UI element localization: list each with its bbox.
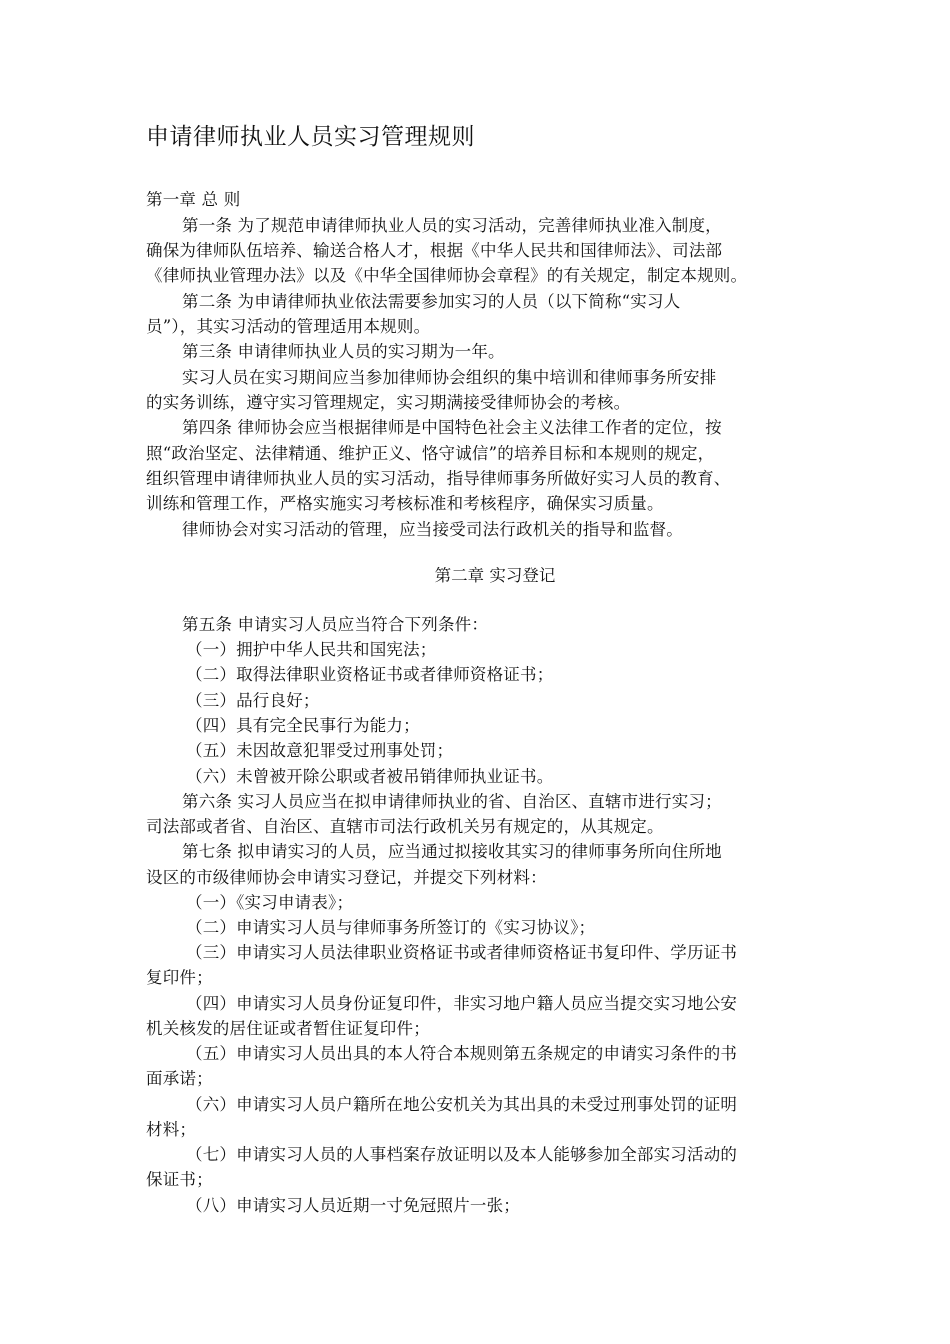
list-item: （三）申请实习人员法律职业资格证书或者律师资格证书复印件、学历证书	[186, 943, 738, 962]
article-2-line: 第二条 为申请律师执业依法需要参加实习的人员（以下简称“实习人	[182, 292, 681, 311]
list-item: （一）拥护中华人民共和国宪法；	[186, 640, 437, 659]
chapter-1-heading: 第一章 总 则	[146, 190, 241, 209]
list-item: （五）未因故意犯罪受过刑事处罚；	[186, 741, 454, 760]
list-item: （一）《实习申请表》；	[186, 893, 354, 912]
list-item: （四）申请实习人员身份证复印件，非实习地户籍人员应当提交实习地公安	[186, 994, 738, 1013]
list-item: （七）申请实习人员的人事档案存放证明以及本人能够参加全部实习活动的	[186, 1145, 738, 1164]
paragraph-line: 律师协会对实习活动的管理，应当接受司法行政机关的指导和监督。	[182, 520, 683, 539]
article-6-line: 司法部或者省、自治区、直辖市司法行政机关另有规定的，从其规定。	[146, 817, 664, 836]
paragraph-line: 的实务训练，遵守实习管理规定，实习期满接受律师协会的考核。	[146, 393, 631, 412]
article-4-line: 第四条 律师协会应当根据律师是中国特色社会主义法律工作者的定位，按	[182, 418, 722, 437]
list-item-continuation: 保证书；	[146, 1170, 213, 1189]
list-item-continuation: 面承诺；	[146, 1069, 213, 1088]
document-title: 申请律师执业人员实习管理规则	[146, 124, 475, 150]
paragraph-line: 实习人员在实习期间应当参加律师协会组织的集中培训和律师事务所安排	[182, 368, 717, 387]
article-4-line: 训练和管理工作，严格实施实习考核标准和考核程序，确保实习质量。	[146, 494, 664, 513]
list-item: （四）具有完全民事行为能力；	[186, 716, 420, 735]
article-3-line: 第三条 申请律师执业人员的实习期为一年。	[182, 342, 505, 361]
list-item-continuation: 机关核发的居住证或者暂住证复印件；	[146, 1019, 430, 1038]
article-5-line: 第五条 申请实习人员应当符合下列条件：	[182, 615, 489, 634]
article-2-line: 员”），其实习活动的管理适用本规则。	[146, 317, 431, 336]
list-item: （二）申请实习人员与律师事务所签订的《实习协议》；	[186, 918, 596, 937]
article-1-line: 确保为律师队伍培养、输送合格人才，根据《中华人民共和国律师法》、司法部	[146, 241, 723, 260]
article-4-line: 照“政治坚定、法律精通、维护正义、恪守诚信”的培养目标和本规则的规定，	[146, 444, 715, 463]
article-1-line: 第一条 为了规范申请律师执业人员的实习活动，完善律师执业准入制度，	[182, 216, 722, 235]
chapter-2-heading: 第二章 实习登记	[434, 566, 556, 585]
article-4-line: 组织管理申请律师执业人员的实习活动，指导律师事务所做好实习人员的教育、	[146, 469, 731, 488]
list-item: （三）品行良好；	[186, 691, 320, 710]
list-item: （六）未曾被开除公职或者被吊销律师执业证书。	[186, 767, 554, 786]
list-item-continuation: 复印件；	[146, 968, 213, 987]
list-item: （五）申请实习人员出具的本人符合本规则第五条规定的申请实习条件的书	[186, 1044, 738, 1063]
article-1-line: 《律师执业管理办法》以及《中华全国律师协会章程》的有关规定，制定本规则。	[146, 266, 748, 285]
article-7-line: 第七条 拟申请实习的人员，应当通过拟接收其实习的律师事务所向住所地	[182, 842, 722, 861]
article-6-line: 第六条 实习人员应当在拟申请律师执业的省、自治区、直辖市进行实习；	[182, 792, 722, 811]
list-item: （八）申请实习人员近期一寸免冠照片一张；	[186, 1196, 520, 1215]
list-item: （六）申请实习人员户籍所在地公安机关为其出具的未受过刑事处罚的证明	[186, 1095, 738, 1114]
list-item-continuation: 材料；	[146, 1120, 197, 1139]
article-7-line: 设区的市级律师协会申请实习登记，并提交下列材料：	[146, 868, 547, 887]
list-item: （二）取得法律职业资格证书或者律师资格证书；	[186, 665, 554, 684]
